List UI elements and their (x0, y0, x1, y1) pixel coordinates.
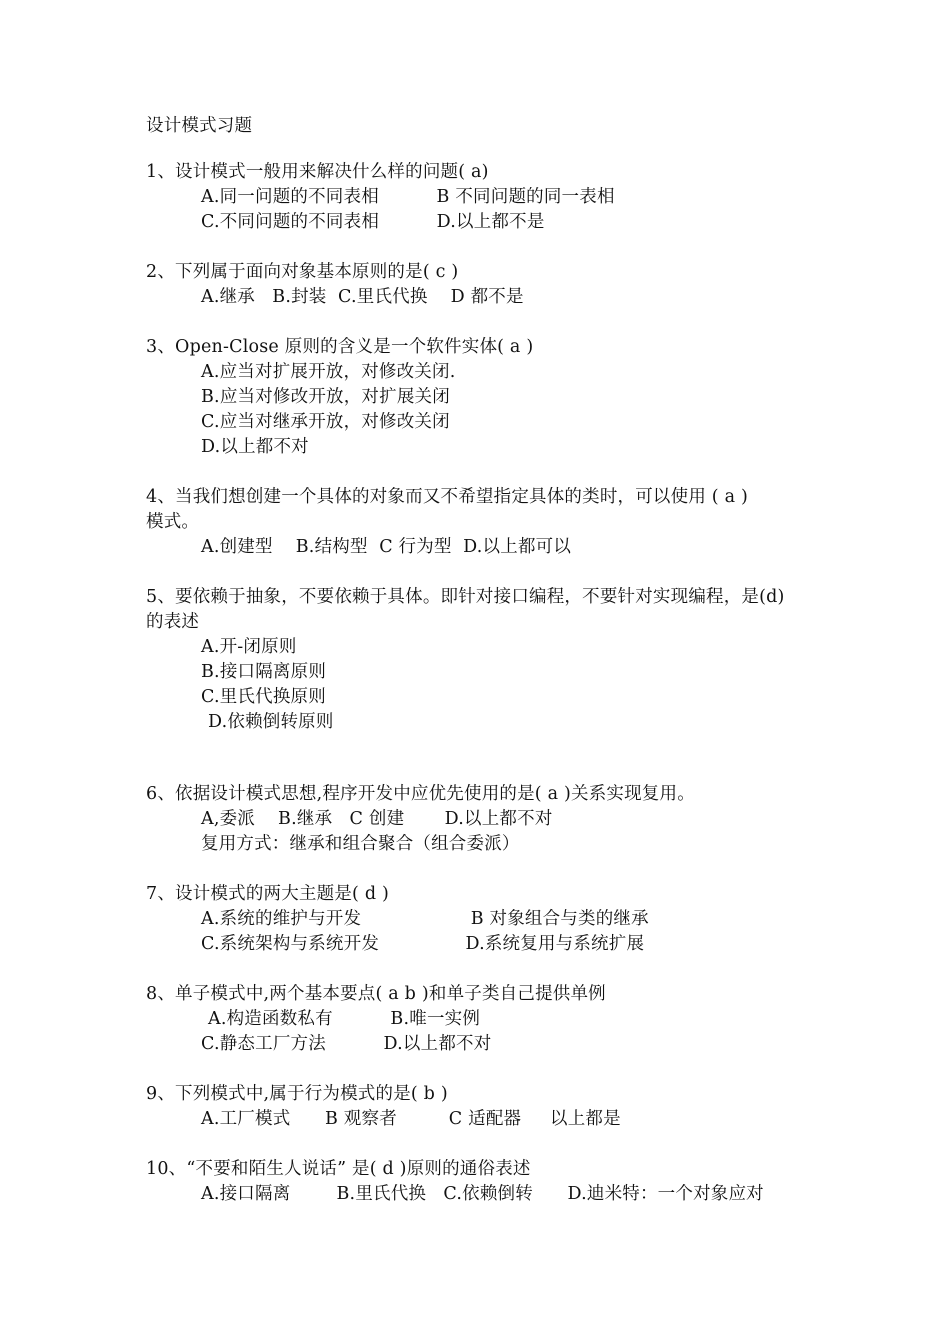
question-1-options-cd: C.不同问题的不同表相 D.以上都不是 (201, 212, 545, 232)
question-5-option-c: C.里氏代换原则 (201, 687, 326, 707)
question-7-options-ab: A.系统的维护与开发 B 对象组合与类的继承 (201, 909, 649, 929)
question-9: 9、下列模式中,属于行为模式的是( b ) (146, 1084, 448, 1104)
question-1: 1、设计模式一般用来解决什么样的问题( a) (146, 162, 489, 182)
question-4-continued: 模式。 (146, 512, 200, 532)
question-7-options-cd: C.系统架构与系统开发 D.系统复用与系统扩展 (201, 934, 645, 954)
question-1-options-ab: A.同一问题的不同表相 B 不同问题的同一表相 (201, 187, 615, 207)
question-5-continued: 的表述 (146, 612, 200, 632)
question-8-options-cd: C.静态工厂方法 D.以上都不对 (201, 1034, 492, 1054)
question-8: 8、单子模式中,两个基本要点( a b )和单子类自己提供单例 (146, 984, 606, 1004)
document-title: 设计模式习题 (146, 116, 253, 136)
question-3-option-b: B.应当对修改开放，对扩展关闭 (201, 387, 450, 407)
question-3: 3、Open-Close 原则的含义是一个软件实体( a ) (146, 337, 534, 357)
question-6: 6、依据设计模式思想,程序开发中应优先使用的是( a )关系实现复用。 (146, 784, 695, 804)
question-4-options: A.创建型 B.结构型 C 行为型 D.以上都可以 (201, 537, 572, 557)
question-2-options: A.继承 B.封装 C.里氏代换 D 都不是 (201, 287, 524, 307)
question-2: 2、下列属于面向对象基本原则的是( c ) (146, 262, 459, 282)
question-5-option-b: B.接口隔离原则 (201, 662, 327, 682)
question-8-options-ab: A.构造函数私有 B.唯一实例 (208, 1009, 481, 1029)
question-9-options: A.工厂模式 B 观察者 C 适配器 以上都是 (201, 1109, 621, 1129)
question-3-option-d: D.以上都不对 (201, 437, 309, 457)
question-10: 10、“不要和陌生人说话” 是( d )原则的通俗表述 (146, 1159, 531, 1179)
question-4: 4、当我们想创建一个具体的对象而又不希望指定具体的类时，可以使用 ( a ) (146, 487, 749, 507)
question-5: 5、要依赖于抽象，不要依赖于具体。即针对接口编程，不要针对实现编程，是(d) (146, 587, 785, 607)
question-6-note: 复用方式：继承和组合聚合（组合委派） (201, 834, 520, 854)
question-7: 7、设计模式的两大主题是( d ) (146, 884, 390, 904)
question-10-options: A.接口隔离 B.里氏代换 C.依赖倒转 D.迪米特：一个对象应对 (201, 1184, 764, 1204)
question-5-option-a: A.开-闭原则 (201, 637, 297, 657)
question-3-option-a: A.应当对扩展开放，对修改关闭. (201, 362, 456, 382)
question-3-option-c: C.应当对继承开放，对修改关闭 (201, 412, 450, 432)
question-5-option-d: D.依赖倒转原则 (208, 712, 334, 732)
question-6-options: A,委派 B.继承 C 创建 D.以上都不对 (201, 809, 553, 829)
